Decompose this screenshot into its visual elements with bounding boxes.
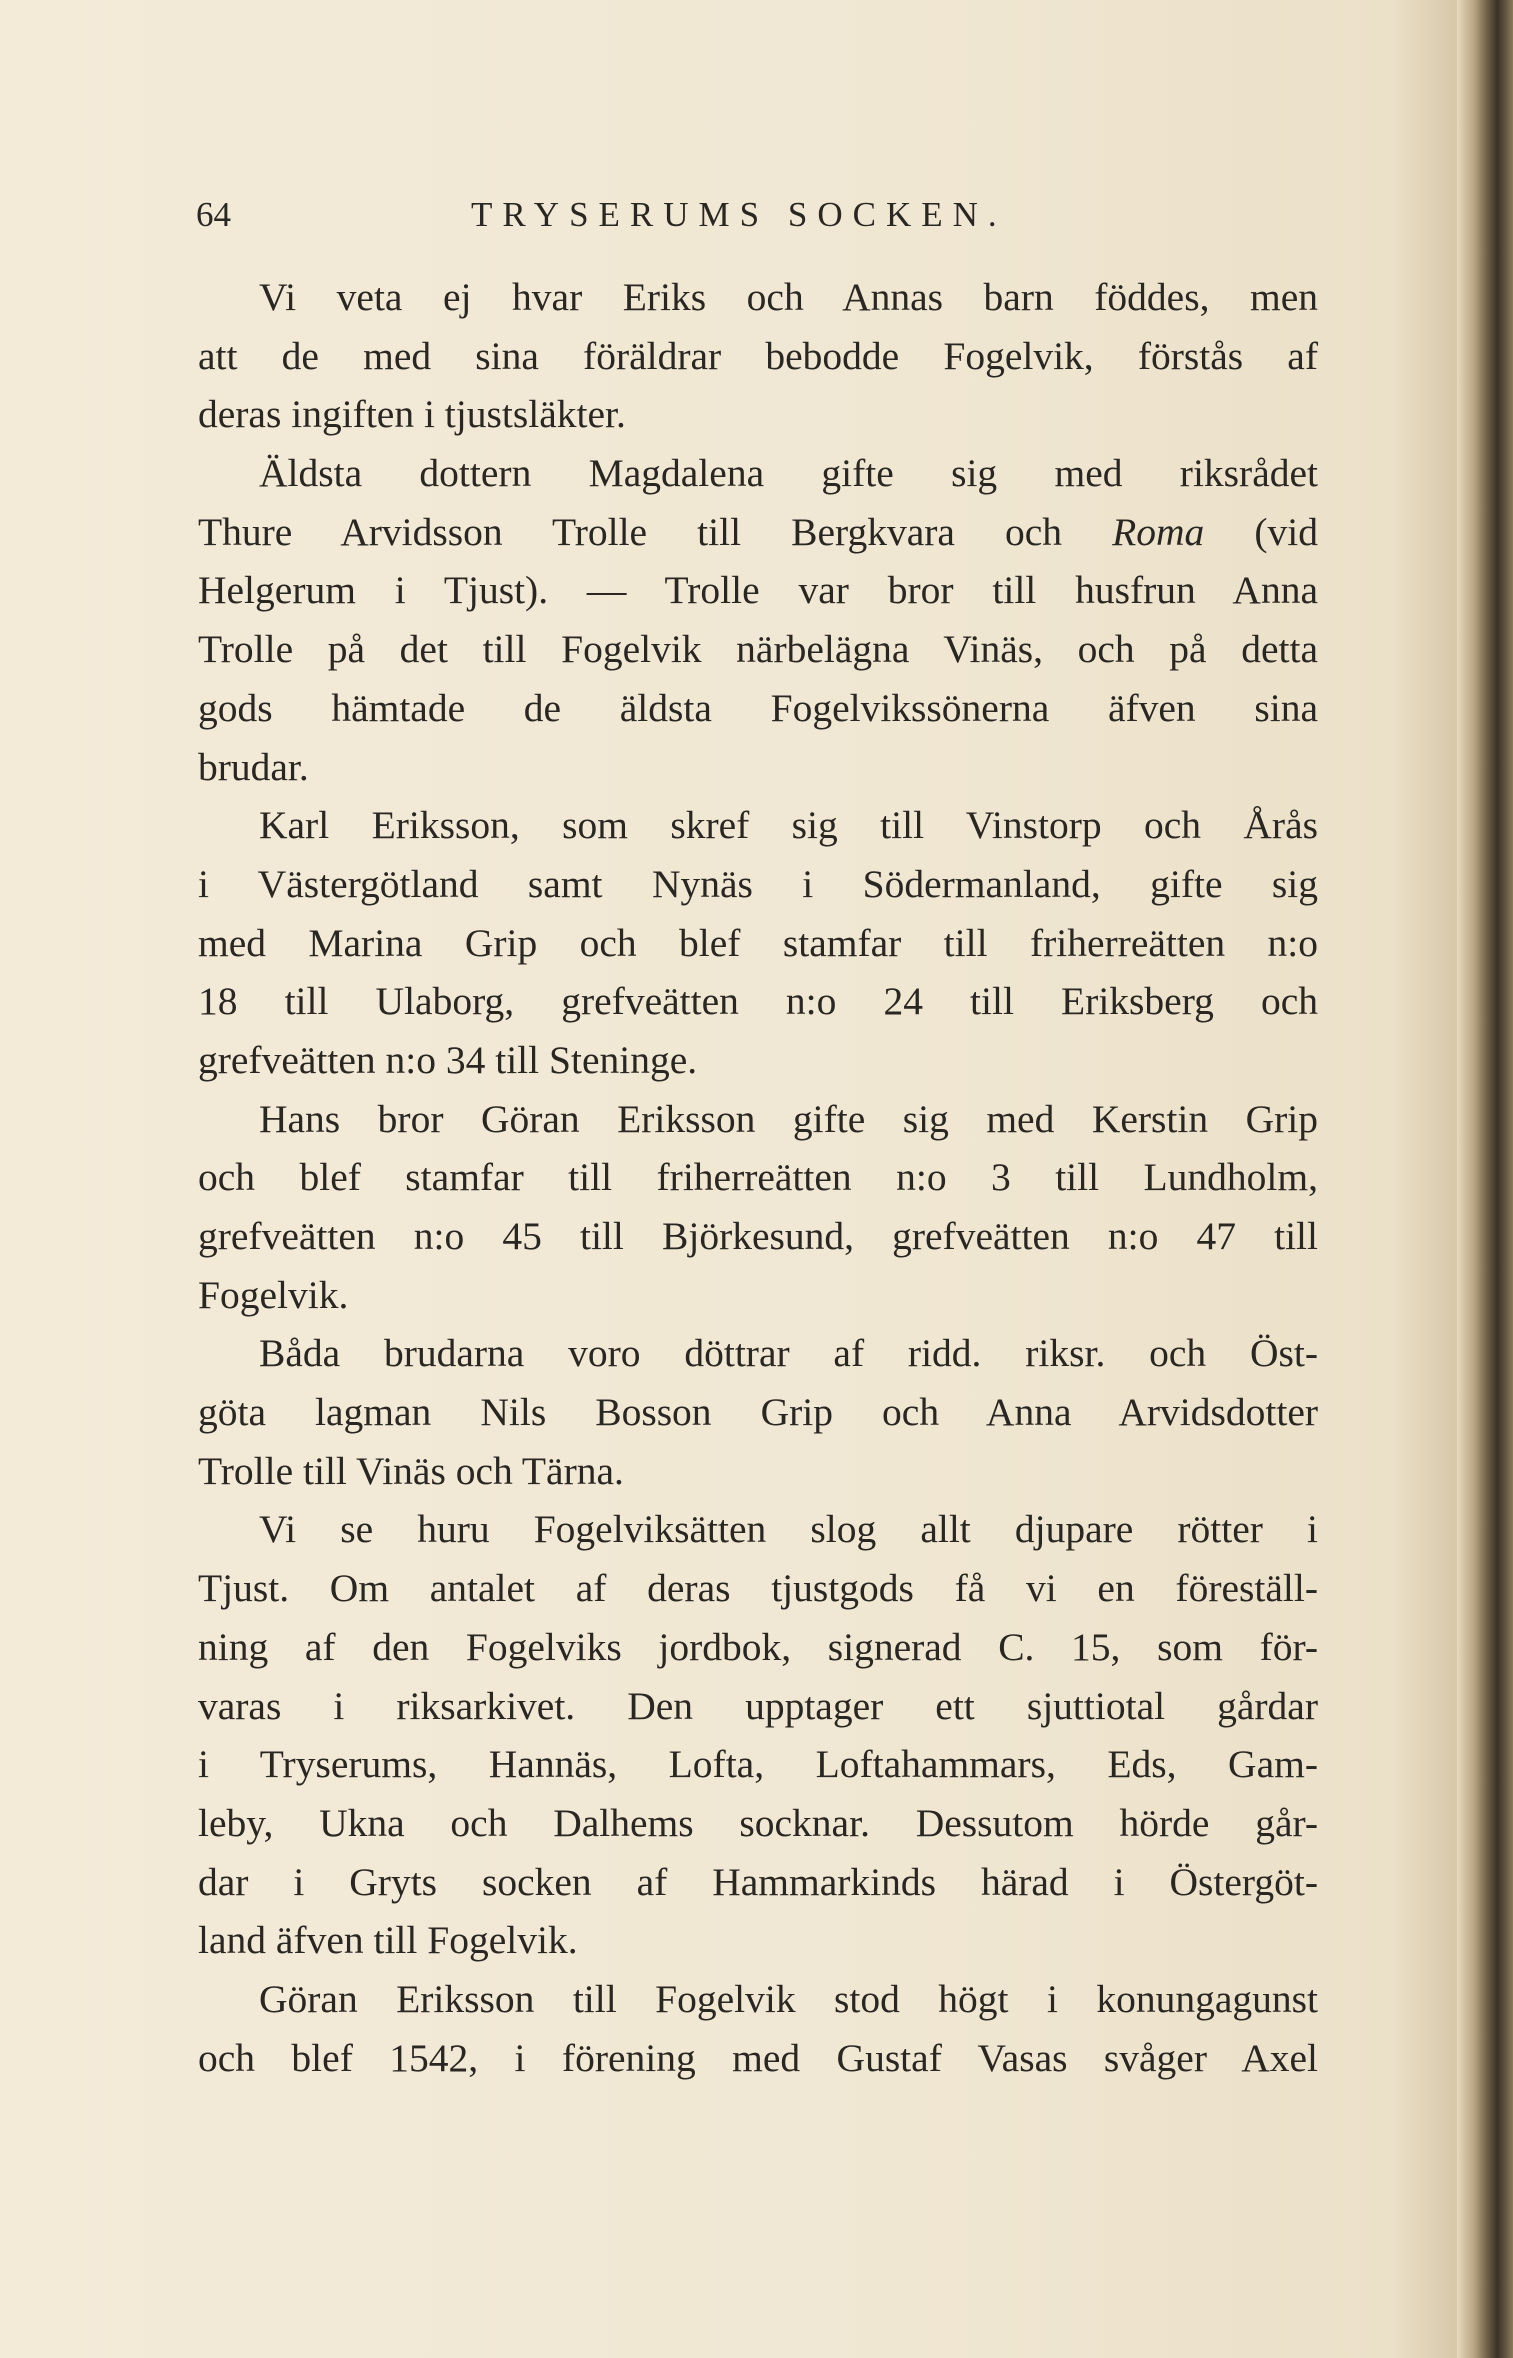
text-line-content: 18 till Ulaborg, grefveätten n:o 24 till Eriksberg och — [198, 979, 1318, 1024]
text-line-content: Vi veta ej hvar Eriks och Annas barn föddes, men — [259, 275, 1318, 319]
text-line-content: Göran Eriksson till Fogelvik stod högt i konungagunst — [259, 1976, 1318, 2021]
body-text — [198, 268, 1318, 2087]
text-line — [198, 972, 1318, 1031]
text-line-content: Helgerum i Tjust). — Trolle var bror till husfrun Anna — [198, 568, 1318, 613]
text-line — [198, 503, 1318, 562]
text-line — [198, 1090, 1318, 1149]
text-line — [198, 796, 1318, 855]
text-line-content: göta lagman Nils Bosson Grip och Anna Arvidsdotter — [198, 1390, 1318, 1435]
text-line — [198, 1207, 1318, 1266]
text-line-content: att de med sina föräldrar bebodde Fogelvik, förstås af — [198, 333, 1318, 378]
text-line-tail: (vid — [1254, 509, 1318, 554]
text-line-content: Trolle på det till Fogelvik närbelägna Vinäs, och på detta — [198, 627, 1318, 672]
running-title: TRYSERUMS SOCKEN. — [471, 195, 1007, 234]
text-line-content: i Västergötland samt Nynäs i Södermanland, gifte sig — [198, 861, 1318, 906]
text-line — [198, 1266, 1318, 1325]
text-line-content: brudar. — [198, 744, 309, 789]
text-line — [198, 855, 1318, 914]
text-line — [198, 1559, 1318, 1618]
text-line-content: land äfven till Fogelvik. — [198, 1918, 578, 1963]
text-line — [198, 1911, 1318, 1970]
text-line-content: med Marina Grip och blef stamfar till friherreätten n:o — [198, 920, 1318, 965]
text-line — [198, 1148, 1318, 1207]
running-head — [196, 190, 1326, 240]
text-line — [198, 1853, 1318, 1912]
text-line-content: grefveätten n:o 45 till Björkesund, grefveätten n:o 47 till — [198, 1214, 1318, 1258]
text-line-content: Thure Arvidsson Trolle till Bergkvara och — [198, 509, 1063, 554]
text-line — [198, 1618, 1318, 1677]
text-line-content: Karl Eriksson, som skref sig till Vinstorp och Årås — [259, 803, 1318, 848]
text-line — [198, 1735, 1318, 1794]
text-line-content: gods hämtade de äldsta Fogelvikssönerna äfven sina — [198, 685, 1318, 730]
text-line — [198, 1970, 1318, 2029]
text-line — [198, 914, 1318, 973]
text-line-content: Hans bror Göran Eriksson gifte sig med Kerstin Grip — [259, 1096, 1318, 1141]
text-line — [198, 1500, 1318, 1559]
text-line-content: Fogelvik. — [198, 1272, 349, 1317]
page-binding-edge — [1457, 0, 1513, 2358]
text-line — [198, 1383, 1318, 1442]
text-line — [198, 268, 1318, 327]
text-line — [198, 385, 1318, 444]
text-line-content: ning af den Fogelviks jordbok, signerad C. 15, som för- — [198, 1624, 1318, 1669]
text-line — [198, 2029, 1318, 2088]
text-line-content: Tjust. Om antalet af deras tjustgods få vi en föreställ- — [198, 1566, 1318, 1611]
text-line — [198, 620, 1318, 679]
text-line — [198, 679, 1318, 738]
text-line — [198, 1794, 1318, 1853]
text-line-content: grefveätten n:o 34 till Steninge. — [198, 1037, 698, 1082]
text-line — [198, 561, 1318, 620]
text-line-content: leby, Ukna och Dalhems socknar. Dessutom hörde går- — [198, 1800, 1318, 1845]
text-line-content: och blef stamfar till friherreätten n:o 3 till Lundholm, — [198, 1155, 1318, 1200]
text-line — [198, 444, 1318, 503]
italic-place-name: Roma — [1112, 509, 1205, 554]
text-line — [198, 1031, 1318, 1090]
text-line — [198, 1324, 1318, 1383]
text-line — [198, 327, 1318, 386]
text-line-content: Båda brudarna voro döttrar af ridd. riksr. och Öst- — [259, 1331, 1318, 1376]
text-line — [198, 1677, 1318, 1736]
page-number: 64 — [196, 195, 231, 234]
text-line-content: och blef 1542, i förening med Gustaf Vasas svåger Axel — [198, 2035, 1318, 2080]
text-line-content: varas i riksarkivet. Den upptager ett sjuttiotal gårdar — [198, 1683, 1318, 1728]
text-line-content: dar i Gryts socken af Hammarkinds härad i Östergöt- — [198, 1859, 1318, 1904]
text-line — [198, 1442, 1318, 1501]
text-line-content: deras ingiften i tjustsläkter. — [198, 392, 626, 437]
text-line-content: Trolle till Vinäs och Tärna. — [198, 1448, 624, 1493]
text-line-content: i Tryserums, Hannäs, Lofta, Loftahammars, Eds, Gam- — [198, 1742, 1318, 1787]
text-line-content: Vi se huru Fogelviksätten slog allt djupare rötter i — [259, 1507, 1318, 1552]
text-line-content: Äldsta dottern Magdalena gifte sig med riksrådet — [259, 451, 1318, 496]
text-line — [198, 738, 1318, 797]
